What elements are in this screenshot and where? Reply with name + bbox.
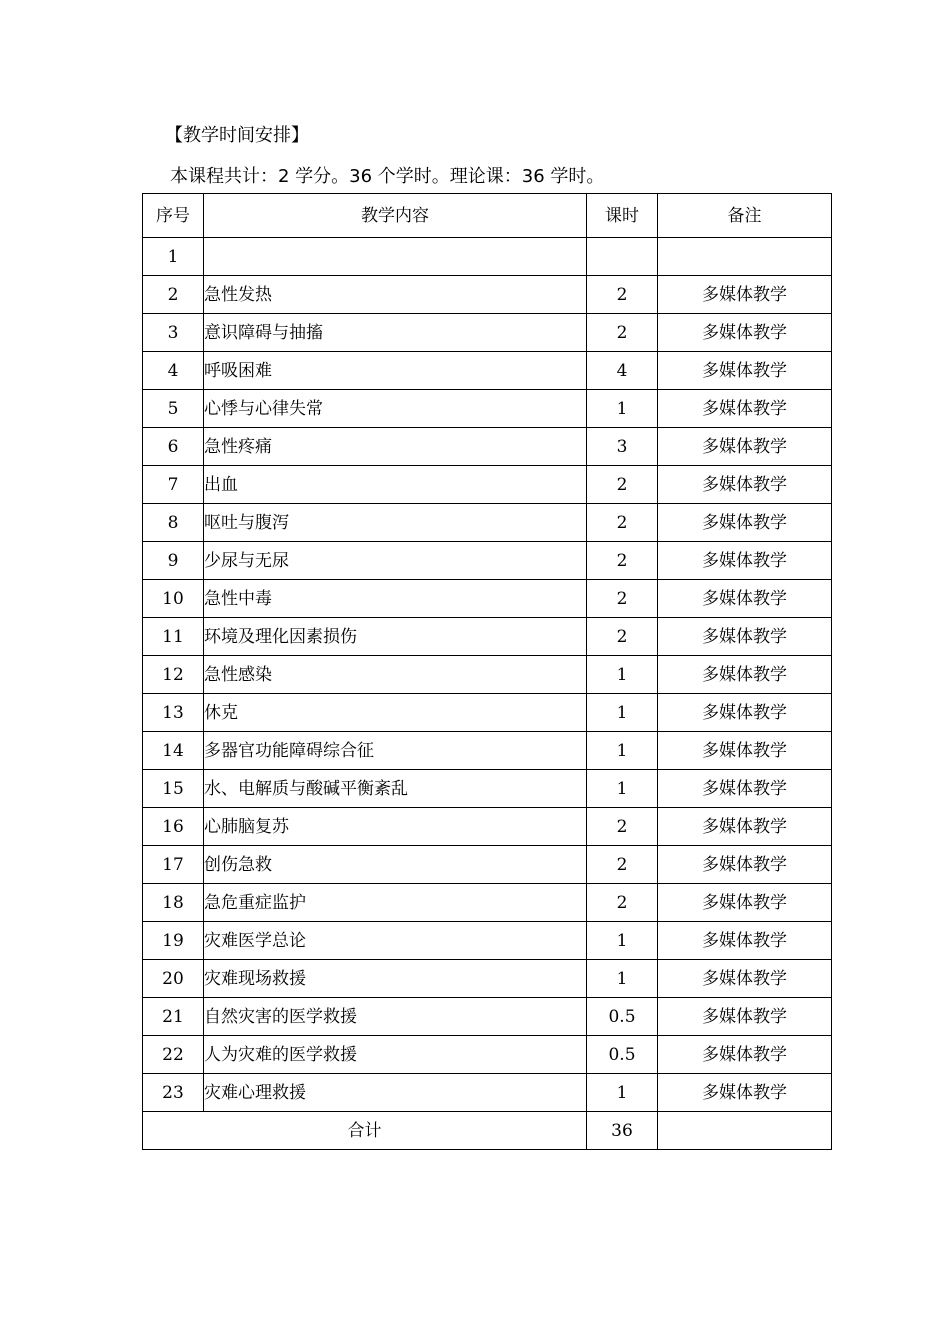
total-row bbox=[143, 1112, 832, 1150]
total-hours: 36 bbox=[587, 1112, 658, 1150]
table-row bbox=[143, 998, 832, 1036]
course-summary: 本课程共计：2 学分。36 个学时。理论课：36 学时。 bbox=[170, 166, 605, 187]
row-topic: 创伤急救 bbox=[204, 846, 587, 884]
row-remark: 多媒体教学 bbox=[658, 580, 832, 618]
row-topic: 灾难心理救援 bbox=[204, 1074, 587, 1112]
row-number: 19 bbox=[143, 922, 204, 960]
row-hours: 2 bbox=[587, 504, 658, 542]
table-row bbox=[143, 884, 832, 922]
row-hours: 1 bbox=[587, 922, 658, 960]
table-row bbox=[143, 276, 832, 314]
row-topic: 环境及理化因素损伤 bbox=[204, 618, 587, 656]
row-topic: 呕吐与腹泻 bbox=[204, 504, 587, 542]
table-row bbox=[143, 580, 832, 618]
row-hours: 3 bbox=[587, 428, 658, 466]
row-topic: 急危重症监护 bbox=[204, 884, 587, 922]
row-topic: 多器官功能障碍综合征 bbox=[204, 732, 587, 770]
row-remark: 多媒体教学 bbox=[658, 504, 832, 542]
row-remark: 多媒体教学 bbox=[658, 618, 832, 656]
row-remark: 多媒体教学 bbox=[658, 314, 832, 352]
row-hours: 1 bbox=[587, 732, 658, 770]
table-row bbox=[143, 428, 832, 466]
row-topic: 心悸与心律失常 bbox=[204, 390, 587, 428]
row-hours bbox=[587, 238, 658, 276]
row-hours: 2 bbox=[587, 314, 658, 352]
row-remark: 多媒体教学 bbox=[658, 922, 832, 960]
row-hours: 2 bbox=[587, 580, 658, 618]
row-topic: 灾难医学总论 bbox=[204, 922, 587, 960]
row-remark: 多媒体教学 bbox=[658, 390, 832, 428]
table-row bbox=[143, 960, 832, 998]
row-remark: 多媒体教学 bbox=[658, 884, 832, 922]
row-hours: 2 bbox=[587, 846, 658, 884]
row-number: 6 bbox=[143, 428, 204, 466]
table-row bbox=[143, 1036, 832, 1074]
row-topic: 急性中毒 bbox=[204, 580, 587, 618]
row-number: 9 bbox=[143, 542, 204, 580]
header-hours: 课时 bbox=[587, 194, 658, 238]
row-number: 14 bbox=[143, 732, 204, 770]
table-row bbox=[143, 656, 832, 694]
row-remark: 多媒体教学 bbox=[658, 694, 832, 732]
header-number: 序号 bbox=[143, 194, 204, 238]
table-header-row bbox=[143, 194, 832, 238]
row-number: 2 bbox=[143, 276, 204, 314]
table-row bbox=[143, 542, 832, 580]
table-row bbox=[143, 732, 832, 770]
row-remark: 多媒体教学 bbox=[658, 276, 832, 314]
total-remark bbox=[658, 1112, 832, 1150]
table-row bbox=[143, 238, 832, 276]
row-topic: 呼吸困难 bbox=[204, 352, 587, 390]
row-remark: 多媒体教学 bbox=[658, 998, 832, 1036]
row-topic: 急性发热 bbox=[204, 276, 587, 314]
row-remark bbox=[658, 238, 832, 276]
row-remark: 多媒体教学 bbox=[658, 352, 832, 390]
row-hours: 0.5 bbox=[587, 998, 658, 1036]
section-heading: 【教学时间安排】 bbox=[165, 125, 309, 146]
row-number: 17 bbox=[143, 846, 204, 884]
row-hours: 2 bbox=[587, 466, 658, 504]
row-number: 4 bbox=[143, 352, 204, 390]
table-row bbox=[143, 922, 832, 960]
row-topic: 意识障碍与抽搐 bbox=[204, 314, 587, 352]
row-topic: 急性疼痛 bbox=[204, 428, 587, 466]
row-number: 18 bbox=[143, 884, 204, 922]
row-number: 23 bbox=[143, 1074, 204, 1112]
row-hours: 2 bbox=[587, 884, 658, 922]
row-remark: 多媒体教学 bbox=[658, 960, 832, 998]
row-remark: 多媒体教学 bbox=[658, 1036, 832, 1074]
table-row bbox=[143, 808, 832, 846]
row-topic: 休克 bbox=[204, 694, 587, 732]
header-content: 教学内容 bbox=[204, 194, 587, 238]
row-topic: 灾难现场救援 bbox=[204, 960, 587, 998]
total-label: 合计 bbox=[143, 1112, 587, 1150]
row-remark: 多媒体教学 bbox=[658, 1074, 832, 1112]
row-number: 3 bbox=[143, 314, 204, 352]
row-topic bbox=[204, 238, 587, 276]
row-remark: 多媒体教学 bbox=[658, 428, 832, 466]
table-row bbox=[143, 466, 832, 504]
row-number: 16 bbox=[143, 808, 204, 846]
row-hours: 1 bbox=[587, 656, 658, 694]
row-hours: 1 bbox=[587, 960, 658, 998]
row-topic: 急性感染 bbox=[204, 656, 587, 694]
row-number: 20 bbox=[143, 960, 204, 998]
row-hours: 1 bbox=[587, 770, 658, 808]
header-remarks: 备注 bbox=[658, 194, 832, 238]
table-row bbox=[143, 694, 832, 732]
row-number: 12 bbox=[143, 656, 204, 694]
row-remark: 多媒体教学 bbox=[658, 656, 832, 694]
row-number: 1 bbox=[143, 238, 204, 276]
teaching-schedule-table bbox=[142, 193, 832, 1150]
table-row bbox=[143, 846, 832, 884]
table-row bbox=[143, 390, 832, 428]
table-body bbox=[143, 238, 832, 1150]
row-hours: 0.5 bbox=[587, 1036, 658, 1074]
row-hours: 2 bbox=[587, 542, 658, 580]
row-number: 11 bbox=[143, 618, 204, 656]
row-topic: 少尿与无尿 bbox=[204, 542, 587, 580]
table-row bbox=[143, 770, 832, 808]
table-row bbox=[143, 504, 832, 542]
row-topic: 自然灾害的医学救援 bbox=[204, 998, 587, 1036]
row-topic: 水、电解质与酸碱平衡紊乱 bbox=[204, 770, 587, 808]
table-row bbox=[143, 1074, 832, 1112]
row-hours: 1 bbox=[587, 694, 658, 732]
row-topic: 人为灾难的医学救援 bbox=[204, 1036, 587, 1074]
row-hours: 2 bbox=[587, 276, 658, 314]
row-number: 13 bbox=[143, 694, 204, 732]
row-number: 8 bbox=[143, 504, 204, 542]
row-number: 21 bbox=[143, 998, 204, 1036]
row-remark: 多媒体教学 bbox=[658, 846, 832, 884]
row-hours: 2 bbox=[587, 808, 658, 846]
table-row bbox=[143, 618, 832, 656]
row-topic: 出血 bbox=[204, 466, 587, 504]
row-remark: 多媒体教学 bbox=[658, 542, 832, 580]
row-remark: 多媒体教学 bbox=[658, 466, 832, 504]
row-number: 7 bbox=[143, 466, 204, 504]
row-number: 5 bbox=[143, 390, 204, 428]
row-remark: 多媒体教学 bbox=[658, 770, 832, 808]
table-row bbox=[143, 314, 832, 352]
row-hours: 4 bbox=[587, 352, 658, 390]
row-remark: 多媒体教学 bbox=[658, 732, 832, 770]
row-topic: 心肺脑复苏 bbox=[204, 808, 587, 846]
row-remark: 多媒体教学 bbox=[658, 808, 832, 846]
table-row bbox=[143, 352, 832, 390]
row-number: 15 bbox=[143, 770, 204, 808]
row-hours: 2 bbox=[587, 618, 658, 656]
row-number: 22 bbox=[143, 1036, 204, 1074]
row-hours: 1 bbox=[587, 1074, 658, 1112]
row-number: 10 bbox=[143, 580, 204, 618]
row-hours: 1 bbox=[587, 390, 658, 428]
